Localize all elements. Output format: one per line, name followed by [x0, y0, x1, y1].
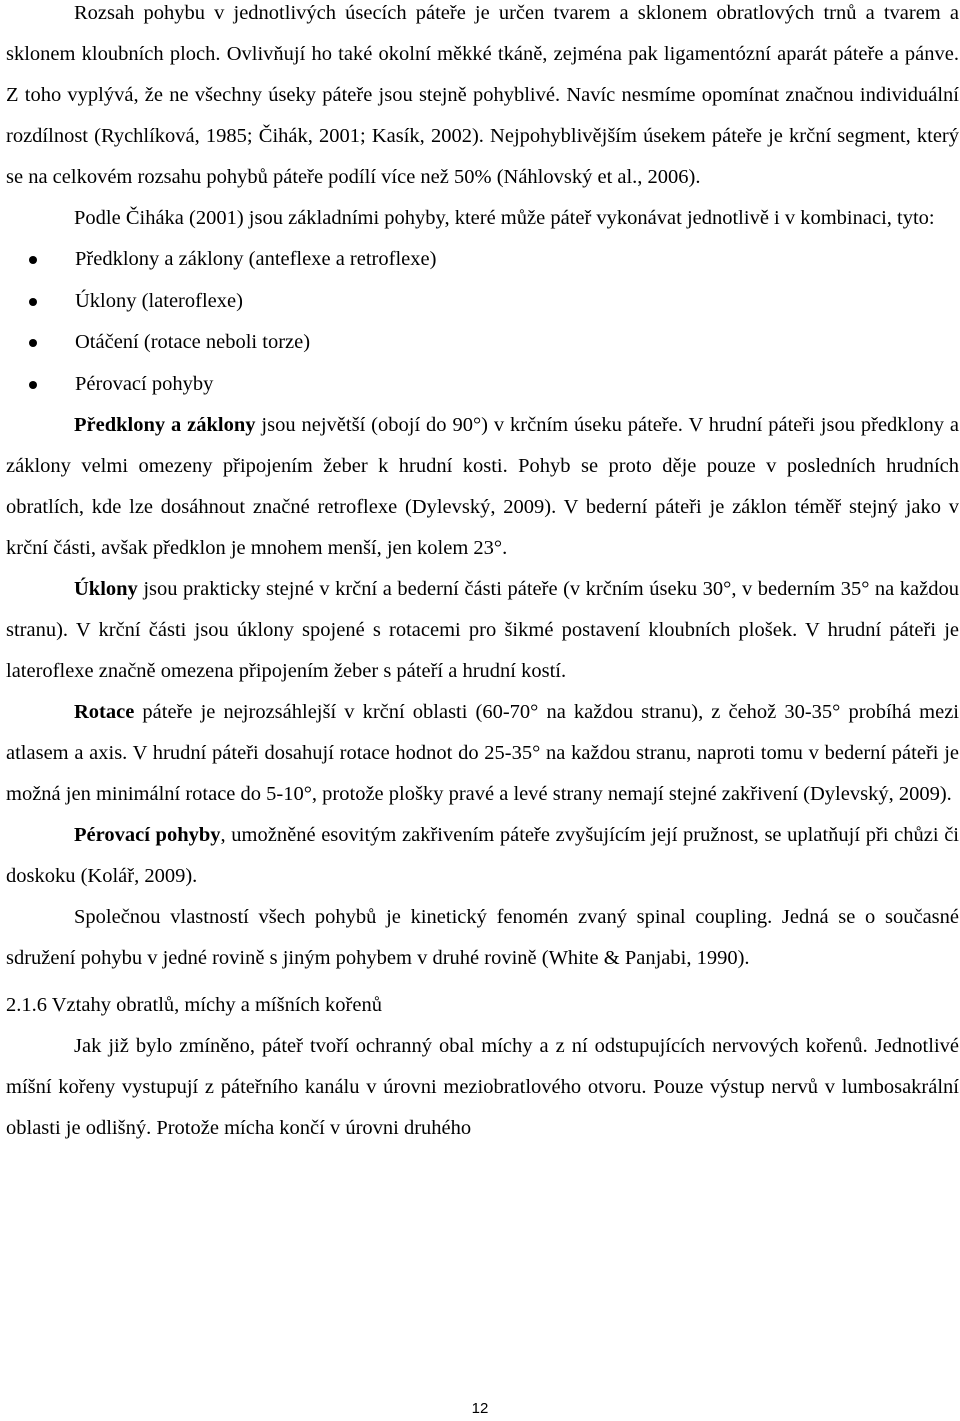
- document-page: [6, 0, 959, 1149]
- paragraph-flexion-extension: Předklony a záklony jsou největší (obojí do 90°) v krčním úseku páteře. V hrudní páteři jsou předklony a záklony velmi omezeny připojením žeber k hrudní kosti. Pohyb se proto děje pouze v posledních hrudních obratlích, kde lze dosáhnout značné retroflexe (Dylevský, 2009). V bederní páteři je záklon téměř stejný jako v krční části, avšak předklon je mnohem menší, jen kolem 23°.: [6, 414, 959, 559]
- term-springing: Pérovací pohyby: [74, 824, 221, 846]
- paragraph-springing: Pérovací pohyby, umožněné esovitým zakřivením páteře zvyšujícím její pružnost, se uplatňují při chůzi či doskoku (Kolář, 2009).: [6, 824, 959, 887]
- list-item: Úklony (lateroflexe): [6, 281, 959, 323]
- bullet-icon: [29, 298, 37, 306]
- list-item: Předklony a záklony (anteflexe a retroflexe): [6, 239, 959, 281]
- paragraph-range-of-motion: Rozsah pohybu v jednotlivých úsecích páteře je určen tvarem a sklonem obratlových trnů a tvarem a sklonem kloubních ploch. Ovlivňují ho také okolní měkké tkáně, zejména pak ligamentózní aparát páteře a pánve. Z toho vyplývá, že ne všechny úseky páteře jsou stejně pohyblivé. Navíc nesmíme opomínat značnou individuální rozdílnost (Rychlíková, 1985; Čihák, 2001; Kasík, 2002). Nejpohyblivějším úsekem páteře je krční segment, který se na celkovém rozsahu pohybů páteře podílí více než 50% (Náhlovský et al., 2006).: [6, 2, 959, 188]
- paragraph-spinal-coupling: Společnou vlastností všech pohybů je kinetický fenomén zvaný spinal coupling. Jedná se o současné sdružení pohybu v jedné rovině s jiným pohybem v druhé rovině (White & Panjabi, 1990).: [6, 906, 959, 969]
- list-item: Pérovací pohyby: [6, 364, 959, 406]
- paragraph-nerve-roots: Jak již bylo zmíněno, páteř tvoří ochranný obal míchy a z ní odstupujících nervových kořenů. Jednotlivé míšní kořeny vystupují z páteřního kanálu v úrovni meziobratlového otvoru. Pouze výstup nervů v lumbosakrální oblasti je odlišný. Protože mícha končí v úrovni druhého: [6, 1035, 959, 1139]
- term-rotation: Rotace: [74, 701, 135, 723]
- section-heading: 2.1.6 Vztahy obratlů, míchy a míšních kořenů: [6, 994, 382, 1016]
- bullet-icon: [29, 381, 37, 389]
- term-flexion: Předklony a záklony: [74, 414, 256, 436]
- bullet-icon: [29, 339, 37, 347]
- page-number: 12: [471, 1400, 489, 1417]
- bullet-icon: [29, 256, 37, 264]
- paragraph-basic-movements: Podle Čiháka (2001) jsou základními pohyby, které může páteř vykonávat jednotlivě i v kombinaci, tyto:: [74, 207, 935, 229]
- paragraph-lateroflexion: Úklony jsou prakticky stejné v krční a bederní části páteře (v krčním úseku 30°, v bederním 35° na každou stranu). V krční části jsou úklony spojené s rotacemi pro šikmé postavení kloubních plošek. V hrudní páteři je lateroflexe značně omezena připojením žeber s páteří a hrudní kostí.: [6, 578, 959, 682]
- term-lateroflexion: Úklony: [74, 578, 138, 600]
- list-item: Otáčení (rotace neboli torze): [6, 322, 959, 364]
- paragraph-rotation: Rotace páteře je nejrozsáhlejší v krční oblasti (60-70° na každou stranu), z čehož 30-35° probíhá mezi atlasem a axis. V hrudní páteři dosahují rotace hodnot do 25-35° na každou stranu, naproti tomu v bederní páteři je možná jen minimální rotace do 5-10°, protože plošky pravé a levé strany nemají stejné zakřivení (Dylevský, 2009).: [6, 701, 959, 805]
- movement-list: [6, 239, 959, 405]
